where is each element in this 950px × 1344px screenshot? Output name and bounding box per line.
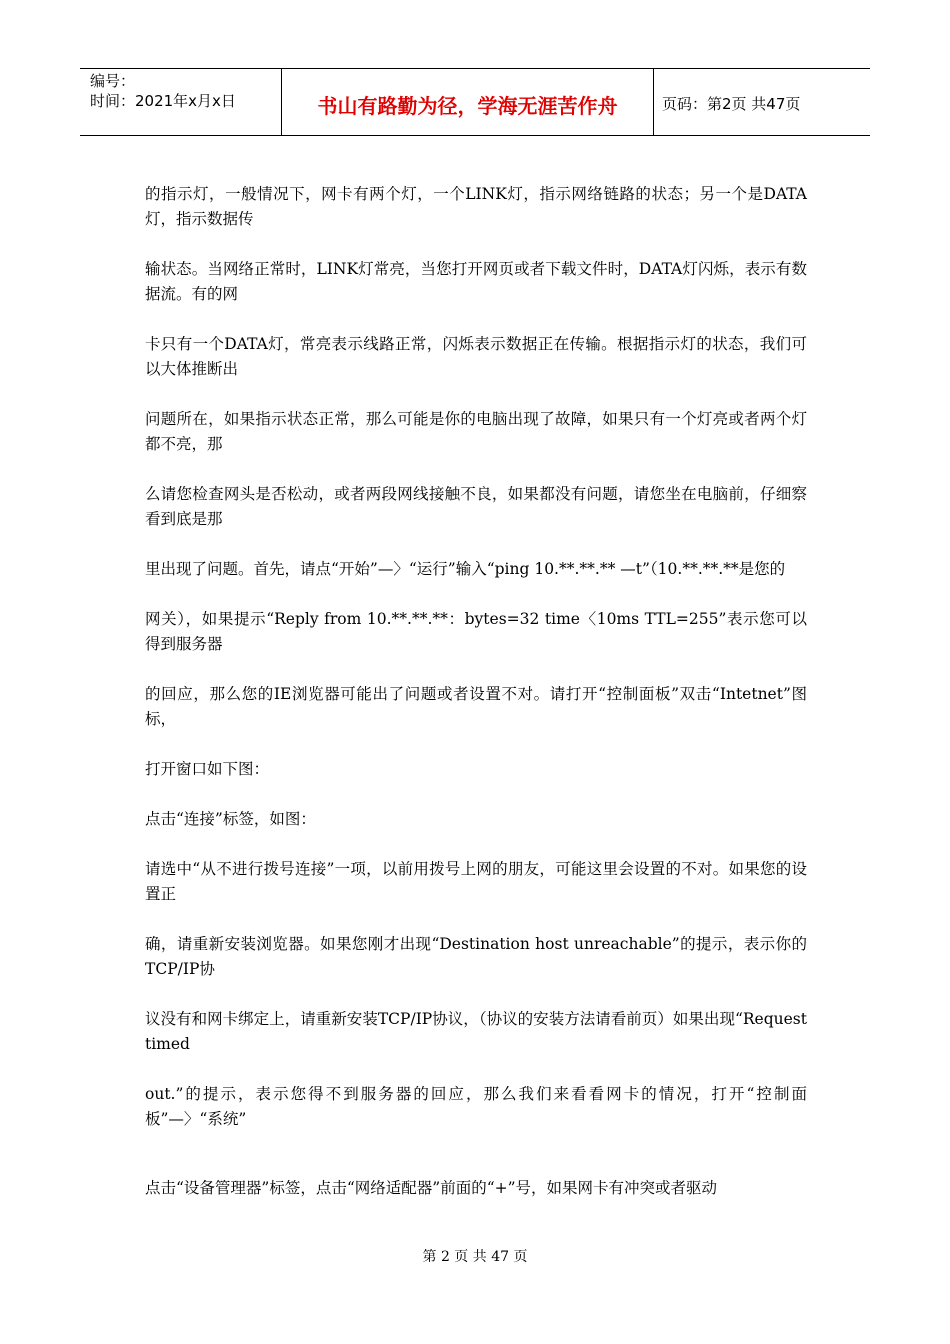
paragraph: 里出现了问题。首先，请点“开始”—〉“运行”输入“ping 10.**.**.** —t”（10.**.**.**是您的 (145, 560, 786, 578)
paragraph: 点击“连接”标签，如图： (145, 810, 316, 828)
paragraph: 请选中“从不进行拨号连接”一项，以前用拨号上网的朋友，可能这里会设置的不对。如果您的设置正 (145, 860, 807, 903)
paragraph: 的回应，那么您的IE浏览器可能出了问题或者设置不对。请打开“控制面板”双击“Intetnet”图标， (145, 685, 807, 728)
paragraph: 打开窗口如下图： (145, 760, 270, 778)
date-label: 时间：2021年x月x日 (90, 92, 236, 110)
paragraph: 的指示灯，一般情况下，网卡有两个灯，一个LINK灯，指示网络链路的状态；另一个是DATA灯，指示数据传 (145, 185, 807, 228)
page-footer: 第 2 页 共 47 页 (422, 1249, 528, 1265)
paragraph: out.”的提示，表示您得不到服务器的回应，那么我们来看看网卡的情况，打开“控制面板”—〉“系统” (145, 1085, 807, 1128)
paragraph: 么请您检查网头是否松动，或者两段网线接触不良，如果都没有问题，请您坐在电脑前，仔细察看到底是那 (145, 485, 807, 528)
number-label: 编号： (90, 72, 136, 90)
page-header (80, 68, 870, 136)
paragraph: 议没有和网卡绑定上，请重新安装TCP/IP协议，（协议的安装方法请看前页）如果出现“Request timed (145, 1010, 807, 1053)
paragraph: 点击“设备管理器”标签，点击“网络适配器”前面的“+”号，如果网卡有冲突或者驱动 (145, 1179, 718, 1197)
paragraph: 网关），如果提示“Reply from 10.**.**.**：bytes=32 time〈10ms TTL=255”表示您可以得到服务器 (145, 610, 807, 653)
paragraph: 问题所在，如果指示状态正常，那么可能是你的电脑出现了故障，如果只有一个灯亮或者两个灯都不亮，那 (145, 410, 807, 453)
paragraph: 输状态。当网络正常时，LINK灯常亮，当您打开网页或者下载文件时，DATA灯闪烁，表示有数据流。有的网 (145, 260, 807, 303)
header-motto: 书山有路勤为径，学海无涯苦作舟 (282, 69, 654, 135)
header-page-number: 页码：第2页 共47页 (662, 94, 801, 113)
document-body (145, 182, 807, 1201)
paragraph: 卡只有一个DATA灯，常亮表示线路正常，闪烁表示数据正在传输。根据指示灯的状态，我们可以大体推断出 (145, 335, 807, 378)
header-info-cell (80, 69, 282, 135)
paragraph: 确，请重新安装浏览器。如果您刚才出现“Destination host unreachable”的提示，表示你的TCP/IP协 (145, 935, 807, 978)
